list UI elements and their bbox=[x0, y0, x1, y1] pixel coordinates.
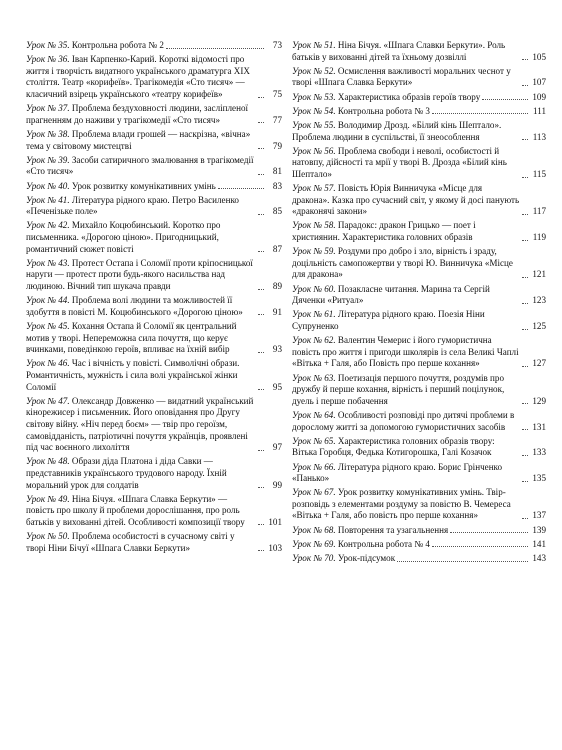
dot-leader bbox=[522, 403, 528, 404]
page-number: 93 bbox=[272, 344, 282, 355]
toc-entry[interactable] bbox=[292, 487, 546, 522]
toc-entry-text bbox=[292, 146, 520, 181]
lesson-number: Урок № 38. bbox=[26, 128, 70, 139]
dot-leader bbox=[258, 487, 264, 488]
toc-entry-text bbox=[292, 66, 520, 89]
page-number: 109 bbox=[532, 91, 546, 102]
toc-entry-text bbox=[292, 373, 520, 408]
toc-entry-text bbox=[26, 358, 256, 393]
lesson-title: Образи діда Платона і діда Савки — представників українського трудового народу. Їхній моральний урок для солдатів bbox=[26, 456, 227, 490]
page-number: 97 bbox=[272, 442, 282, 453]
dot-leader bbox=[258, 450, 264, 451]
toc-entry-text bbox=[26, 155, 256, 178]
lesson-title: Парадокс: дракон Грицько — поет і християнин. Характеристика головних образів bbox=[292, 220, 476, 243]
page-number: 75 bbox=[272, 88, 282, 99]
dot-leader bbox=[522, 366, 528, 367]
dot-leader bbox=[258, 251, 264, 252]
toc-entry-text bbox=[292, 553, 395, 565]
toc-entry-text bbox=[26, 220, 256, 255]
toc-column-left bbox=[26, 40, 282, 750]
page-number: 99 bbox=[272, 479, 282, 490]
lesson-title: Позакласне читання. Марина та Сергій Дяченки «Ритуал» bbox=[292, 283, 490, 306]
lesson-title: Проблема бездуховності людини, засліпленої прагненням до наживи у трагікомедії «Сто тисяч» bbox=[26, 103, 249, 125]
dot-leader bbox=[258, 389, 264, 390]
lesson-title: Проблема особистості в сучасному світі у творі Ніни Бічуї «Шпага Славки Беркути» bbox=[26, 531, 235, 553]
toc-entry[interactable] bbox=[292, 66, 546, 89]
dot-leader bbox=[522, 214, 528, 215]
toc-entry-text bbox=[292, 410, 520, 433]
lesson-number: Урок № 52. bbox=[292, 65, 336, 76]
toc-entry[interactable] bbox=[26, 358, 282, 393]
dot-leader bbox=[522, 59, 528, 60]
toc-entry-text bbox=[26, 531, 256, 554]
page-number: 77 bbox=[272, 114, 282, 125]
toc-entry[interactable] bbox=[292, 284, 546, 307]
lesson-title: Володимир Дрозд. «Білий кінь Шептало». Проблема людини в суспільстві, її знеособлення bbox=[292, 119, 502, 142]
page-number: 85 bbox=[272, 206, 282, 217]
dot-leader bbox=[522, 481, 528, 482]
toc-entry[interactable] bbox=[26, 40, 282, 52]
toc-entry[interactable] bbox=[292, 220, 546, 243]
page-number: 143 bbox=[532, 553, 546, 564]
lesson-title: Повість Юрія Винничука «Місце для дракона». Казка про сучасний світ, у якому й досі панують «драконячі закони» bbox=[292, 183, 520, 217]
toc-entry[interactable] bbox=[26, 195, 282, 218]
toc-entry-text bbox=[292, 487, 520, 522]
lesson-number: Урок № 61. bbox=[292, 309, 336, 320]
lesson-number: Урок № 59. bbox=[292, 246, 336, 257]
page-number: 125 bbox=[532, 321, 546, 331]
lesson-number: Урок № 68. bbox=[292, 524, 336, 535]
toc-entry-text bbox=[292, 309, 520, 332]
lesson-number: Урок № 47. bbox=[26, 395, 70, 406]
dot-leader bbox=[522, 177, 528, 178]
toc-entry-text bbox=[26, 396, 256, 454]
toc-entry[interactable] bbox=[26, 129, 282, 152]
toc-entry-text bbox=[26, 456, 256, 491]
lesson-number: Урок № 60. bbox=[292, 283, 336, 294]
lesson-number: Урок № 44. bbox=[26, 295, 70, 306]
toc-entry-text bbox=[292, 92, 480, 104]
toc-entry[interactable] bbox=[292, 120, 546, 143]
page-number: 129 bbox=[532, 395, 546, 406]
lesson-number: Урок № 43. bbox=[26, 257, 70, 268]
toc-entry[interactable] bbox=[26, 321, 282, 356]
toc-entry[interactable] bbox=[26, 456, 282, 491]
lesson-title: Валентин Чемерис і його гумористична повість про життя і пригоди школярів із села Великі Чаплі «Вітька + Галя, або Повість про перше кохання» bbox=[292, 335, 519, 369]
lesson-number: Урок № 64. bbox=[292, 409, 336, 420]
dot-leader bbox=[482, 99, 528, 100]
lesson-number: Урок № 49. bbox=[26, 493, 70, 504]
toc-entry[interactable] bbox=[26, 155, 282, 178]
toc-entry[interactable] bbox=[26, 103, 282, 126]
lesson-number: Урок № 70. bbox=[292, 553, 336, 564]
page-number: 79 bbox=[272, 140, 282, 151]
page-number: 121 bbox=[532, 269, 546, 280]
toc-entry[interactable] bbox=[292, 309, 546, 332]
page-number: 135 bbox=[532, 473, 546, 484]
lesson-number: Урок № 48. bbox=[26, 456, 70, 467]
lesson-number: Урок № 42. bbox=[26, 220, 70, 231]
dot-leader bbox=[218, 188, 264, 189]
page-number: 133 bbox=[532, 447, 546, 458]
lesson-title: Ніна Бічуя. «Шпага Славка Беркути» — повість про школу й проблеми дорослішання, про роль батьків у вихованні дітей. Особливості композиції твору bbox=[26, 493, 245, 527]
lesson-title: Поетизація першого почуття, роздумів про дружбу й перше кохання, вірність і перший поцілунок, дуель і перше побачення bbox=[292, 372, 505, 406]
dot-leader bbox=[522, 85, 528, 86]
toc-entry-text bbox=[26, 195, 256, 218]
toc-entry-text bbox=[292, 539, 430, 551]
lesson-title: Час і вічність у повісті. Символічні образи. Романтичність, мужність і сила волі української жінки Соломії bbox=[26, 358, 240, 392]
lesson-title: Урок розвитку комунікативних умінь. Твір-розповідь з елементами роздуму за повістю В. Чемереса «Вітька + Галя, або повість про перше кохання» bbox=[292, 487, 511, 521]
toc-entry-text bbox=[26, 54, 256, 100]
lesson-title: Характеристика образів героїв твору bbox=[337, 91, 481, 102]
toc-entry-text bbox=[292, 40, 520, 63]
toc-entry-text bbox=[292, 183, 520, 218]
lesson-title: Роздуми про добро і зло, вірність і зраду, доцільність самопожертви у творі Ю. Винничука «Місце для дракона» bbox=[292, 246, 513, 280]
lesson-number: Урок № 53. bbox=[292, 91, 336, 102]
page-number: 83 bbox=[272, 180, 282, 191]
dot-leader bbox=[432, 546, 528, 547]
page-number: 117 bbox=[532, 206, 546, 217]
lesson-title: Іван Карпенко-Карий. Короткі відомості про життя і творчість видатного українського драматурга XIX століття. Театр «корифеїв». Трагікомедія «Сто тисяч» — класичний взірець українського «театру корифеїв» bbox=[26, 54, 250, 99]
lesson-title: Література рідного краю. Борис Грінченко «Панько» bbox=[292, 461, 503, 484]
toc-entry[interactable] bbox=[292, 183, 546, 218]
lesson-number: Урок № 54. bbox=[292, 105, 336, 116]
dot-leader bbox=[258, 214, 264, 215]
toc-entry-text bbox=[292, 335, 520, 370]
toc-entry-text bbox=[292, 106, 430, 118]
toc-entry[interactable] bbox=[26, 494, 282, 529]
page-number: 119 bbox=[532, 232, 546, 243]
lesson-number: Урок № 46. bbox=[26, 358, 70, 369]
page-number: 95 bbox=[272, 381, 282, 392]
page-number: 111 bbox=[533, 105, 546, 116]
page-number: 105 bbox=[532, 51, 546, 62]
dot-leader bbox=[522, 240, 528, 241]
lesson-number: Урок № 39. bbox=[26, 154, 70, 165]
dot-leader bbox=[522, 139, 528, 140]
toc-entry[interactable] bbox=[292, 92, 546, 104]
toc-entry[interactable] bbox=[292, 553, 546, 565]
dot-leader bbox=[258, 174, 264, 175]
lesson-number: Урок № 55. bbox=[292, 119, 336, 130]
lesson-number: Урок № 45. bbox=[26, 321, 70, 331]
page-number: 87 bbox=[272, 243, 282, 254]
toc-entry[interactable] bbox=[292, 373, 546, 408]
dot-leader bbox=[450, 532, 528, 533]
lesson-title: Контрольна робота № 4 bbox=[337, 538, 430, 549]
lesson-number: Урок № 40. bbox=[26, 180, 70, 191]
toc-entry-text bbox=[26, 129, 256, 152]
dot-leader bbox=[258, 122, 264, 123]
toc-entry[interactable] bbox=[292, 462, 546, 485]
dot-leader bbox=[522, 329, 528, 330]
toc-entry[interactable] bbox=[26, 181, 282, 193]
lesson-number: Урок № 51. bbox=[292, 40, 336, 50]
page-number: 141 bbox=[532, 538, 546, 549]
toc-entry[interactable] bbox=[26, 396, 282, 454]
dot-leader bbox=[522, 455, 528, 456]
page-number: 89 bbox=[272, 281, 282, 292]
dot-leader bbox=[258, 550, 264, 551]
toc-column-right bbox=[292, 40, 546, 750]
lesson-number: Урок № 67. bbox=[292, 487, 336, 498]
toc-entry[interactable] bbox=[26, 220, 282, 255]
lesson-number: Урок № 65. bbox=[292, 435, 336, 446]
toc-entry-text bbox=[292, 220, 520, 243]
dot-leader bbox=[258, 524, 264, 525]
dot-leader bbox=[397, 561, 528, 562]
dot-leader bbox=[258, 97, 264, 98]
dot-leader bbox=[166, 48, 264, 49]
lesson-title: Характеристика головних образів твору: Вітька Горобця, Федька Котигорошка, Галі Козачок bbox=[292, 435, 495, 458]
toc-entry[interactable] bbox=[292, 335, 546, 370]
lesson-title: Проблема влади грошей — наскрізна, «вічна» тема у світовому мистецтві bbox=[26, 128, 251, 151]
toc-entry[interactable] bbox=[26, 258, 282, 293]
lesson-title: Література рідного краю. Поезія Ніни Супруненко bbox=[292, 309, 485, 331]
lesson-number: Урок № 57. bbox=[292, 183, 336, 194]
lesson-number: Урок № 35. bbox=[26, 40, 70, 50]
lesson-title: Проблема волі людини та можливостей її здобуття в повісті М. Коцюбинського «Дорогою ціною» bbox=[26, 295, 243, 317]
lesson-title: Урок-підсумок bbox=[337, 553, 396, 564]
toc-entry-text bbox=[26, 258, 256, 293]
lesson-number: Урок № 66. bbox=[292, 461, 336, 472]
lesson-number: Урок № 41. bbox=[26, 194, 70, 205]
lesson-title: Проблема свободи і неволі, особистості й натовпу, дійсності та мрії у творі В. Дрозда «Білий кінь Шептало» bbox=[292, 145, 507, 179]
toc-entry-text bbox=[292, 284, 520, 307]
dot-leader bbox=[522, 277, 528, 278]
page-number: 91 bbox=[272, 306, 282, 317]
lesson-number: Урок № 62. bbox=[292, 335, 336, 346]
dot-leader bbox=[522, 518, 528, 519]
lesson-title: Протест Остапа і Соломії проти кріпосницької наруги — протест проти будь-якого насильства над людиною. Вічний тип шукача правди bbox=[26, 257, 253, 292]
toc-entry-text bbox=[292, 436, 520, 459]
dot-leader bbox=[258, 314, 264, 315]
lesson-title: Олександр Довженко — видатний український кінорежисер і письменник. Його оповідання про Другу світову війну. «Ніч перед боєм» — твір про героїзм, самовідданість, патріотичні почуття українців, проявлені під час воєнного лихоліття bbox=[26, 395, 254, 453]
toc-entry-text bbox=[26, 40, 164, 52]
toc-entry-text bbox=[26, 103, 256, 126]
toc-entry[interactable] bbox=[292, 410, 546, 433]
lesson-title: Засоби сатиричного змалювання в трагікомедії «Сто тисяч» bbox=[26, 154, 254, 177]
page-number: 127 bbox=[532, 358, 546, 369]
page-number: 137 bbox=[532, 510, 546, 521]
lesson-title: Контрольна робота № 3 bbox=[337, 105, 430, 116]
lesson-number: Урок № 50. bbox=[26, 531, 70, 542]
toc-entry[interactable] bbox=[26, 531, 282, 554]
page-number: 107 bbox=[532, 77, 546, 88]
dot-leader bbox=[258, 289, 264, 290]
toc-entry-text bbox=[26, 494, 256, 529]
lesson-title: Контрольна робота № 2 bbox=[71, 40, 164, 50]
lesson-title: Михайло Коцюбинський. Коротко про письменника. «Дорогою ціною». Пригодницький, романтичний сюжет повісті bbox=[26, 220, 221, 254]
lesson-number: Урок № 63. bbox=[292, 372, 336, 383]
page-number: 73 bbox=[272, 40, 282, 50]
page-number: 131 bbox=[532, 421, 546, 432]
toc-entry[interactable] bbox=[292, 539, 546, 551]
page-number: 81 bbox=[272, 166, 282, 177]
lesson-title: Повторення та узагальнення bbox=[337, 524, 449, 535]
lesson-title: Ніна Бічуя. «Шпага Славки Беркути». Роль батьків у вихованні дітей та їхньому дозвіллі bbox=[292, 40, 506, 62]
lesson-number: Урок № 36. bbox=[26, 54, 70, 65]
toc-entry-text bbox=[292, 120, 520, 143]
lesson-number: Урок № 37. bbox=[26, 103, 70, 114]
lesson-title: Кохання Остапа й Соломії як центральний мотив у творі. Непереможна сила почуття, що керує вчинками, поведінкою героїв, впливає на їхній вибір bbox=[26, 321, 237, 355]
dot-leader bbox=[522, 429, 528, 430]
toc-entry-text bbox=[26, 295, 256, 318]
page-number: 123 bbox=[532, 295, 546, 306]
toc-entry[interactable] bbox=[292, 525, 546, 537]
dot-leader bbox=[432, 113, 528, 114]
lesson-title: Осмислення важливості моральних чеснот у творі «Шпага Славка Беркути» bbox=[292, 65, 511, 88]
toc-entry[interactable] bbox=[292, 106, 546, 118]
toc-entry[interactable] bbox=[292, 146, 546, 181]
toc-entry[interactable] bbox=[26, 295, 282, 318]
toc-entry[interactable] bbox=[26, 54, 282, 100]
page-number: 103 bbox=[268, 542, 282, 553]
page-number: 139 bbox=[532, 524, 546, 535]
lesson-title: Урок розвитку комунікативних умінь bbox=[71, 180, 216, 191]
toc-entry[interactable] bbox=[292, 40, 546, 63]
toc-entry[interactable] bbox=[292, 246, 546, 281]
lesson-title: Література рідного краю. Петро Василенко «Печенізьке поле» bbox=[26, 194, 239, 217]
page-number: 113 bbox=[532, 131, 546, 142]
lesson-number: Урок № 56. bbox=[292, 145, 336, 156]
page-number: 101 bbox=[268, 516, 282, 527]
dot-leader bbox=[258, 352, 264, 353]
lesson-number: Урок № 58. bbox=[292, 220, 336, 231]
lesson-title: Особливості розповіді про дитячі проблеми в дорослому житті за допомогою гумористичних засобів bbox=[292, 409, 515, 432]
toc-entry-text bbox=[26, 181, 216, 193]
toc-entry-text bbox=[292, 246, 520, 281]
toc-entry-text bbox=[292, 462, 520, 485]
toc-entry[interactable] bbox=[292, 436, 546, 459]
toc-entry-text bbox=[292, 525, 448, 537]
page-number: 115 bbox=[532, 168, 546, 179]
dot-leader bbox=[522, 303, 528, 304]
toc-entry-text bbox=[26, 321, 256, 356]
dot-leader bbox=[258, 148, 264, 149]
lesson-number: Урок № 69. bbox=[292, 538, 336, 549]
